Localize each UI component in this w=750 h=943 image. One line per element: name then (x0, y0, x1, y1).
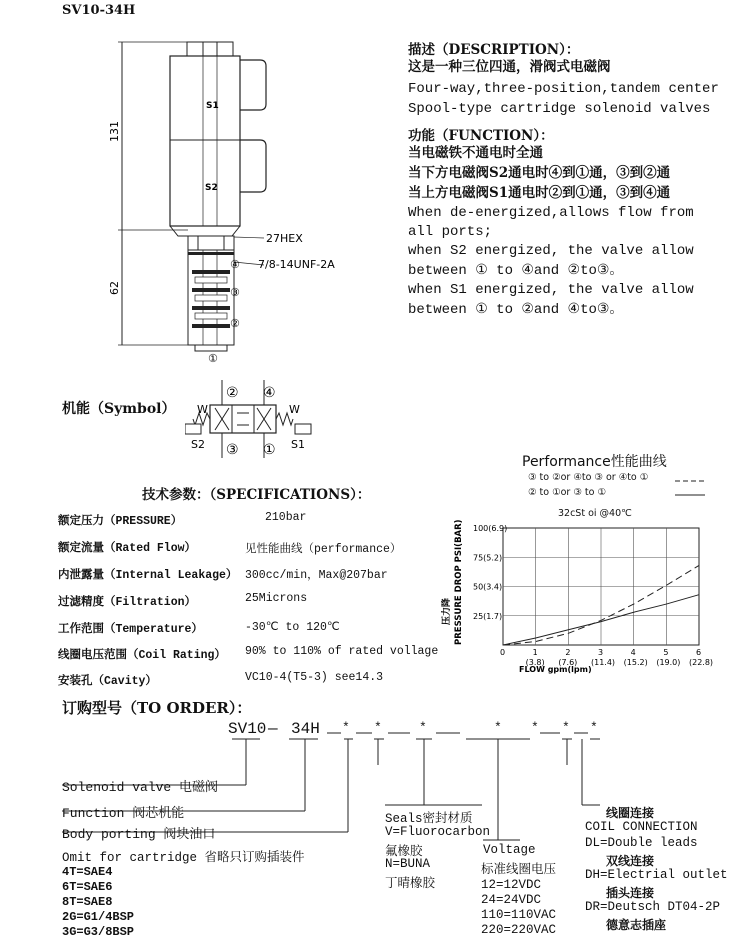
legend-solid-label: ② to ①or ③ to ① (528, 487, 606, 498)
coil-option-dl: DL=Double leads (585, 836, 698, 850)
voltage-heading: Voltage (483, 843, 536, 857)
port-option-8t: 8T=SAE8 (62, 895, 113, 909)
symbol-w-right: W (289, 403, 300, 416)
x-tick-sublabel: (11.4) (591, 658, 616, 667)
seal-option-v: V=Fluorocarbon (385, 825, 491, 839)
description-line-en-2: Spool-type cartridge solenoid valves (408, 101, 711, 117)
coil-s2-label: S2 (205, 183, 218, 193)
symbol-s2: S2 (191, 438, 205, 451)
spec-value-flow: 见性能曲线（performance） (245, 543, 402, 556)
seal-option-v-cn: 氟橡胶 (385, 845, 423, 859)
valve-drawing (100, 30, 370, 370)
function-heading: 功能（FUNCTION）： (408, 128, 554, 144)
y-tick-label: 25(1.7) (473, 611, 503, 621)
dim-62: 62 (108, 281, 121, 295)
coil-option-dr: DR=Deutsch DT04-2P (585, 900, 721, 914)
function-line-3: 当上方电磁阀S1通电时②到①通，③到④通 (408, 185, 671, 201)
x-tick-sublabel: (22.8) (689, 658, 714, 667)
symbol-port-3: ③ (226, 442, 239, 458)
chart-ylabel-en: PRESSURE DROP PSI(BAR) (454, 519, 464, 645)
voltage-option-220: 220=220VAC (481, 923, 557, 937)
voltage-cn: 标准线圈电压 (481, 863, 557, 877)
function-line-9: between ① to ②and ④to③。 (408, 302, 624, 318)
order-star-coil: * (590, 720, 598, 735)
x-tick-label: 2 (565, 648, 571, 657)
order-star-6: * (562, 720, 570, 735)
symbol-s1: S1 (291, 438, 305, 451)
function-line-6: when S2 energized, the valve allow (408, 243, 694, 259)
coil-option-dh: DH=Electrial outlet (585, 868, 728, 882)
x-tick-label: 0 (500, 648, 506, 657)
function-line-1: 当电磁铁不通电时全通 (408, 145, 543, 161)
coil-heading-en: COIL CONNECTION (585, 820, 698, 834)
symbol-w-left: W (197, 403, 208, 416)
function-line-7: between ① to ④and ②to③。 (408, 263, 624, 279)
x-tick-sublabel: (15.2) (623, 658, 648, 667)
specs-heading: 技术参数：（SPECIFICATIONS）： (142, 487, 371, 503)
order-code-34h: 34H (291, 720, 320, 738)
order-body-porting: Body porting 阀块油口 (62, 827, 216, 842)
dim-131: 131 (108, 121, 121, 142)
spec-value-pressure: 210bar (265, 511, 307, 524)
function-line-2: 当下方电磁阀S2通电时④到①通，③到②通 (408, 165, 671, 181)
coil-heading-cn: 线圈连接 (606, 807, 655, 821)
y-tick-label: 75(5.2) (473, 553, 503, 563)
order-solenoid: Solenoid valve 电磁阀 (62, 780, 219, 795)
spec-value-cavity: VC10-4(T5-3) see14.3 (245, 671, 384, 684)
order-star-5: * (531, 720, 539, 735)
order-star-3: * (419, 720, 427, 735)
spec-label-pressure: 额定压力（PRESSURE） (58, 515, 183, 528)
order-code-sv10: SV10 (228, 720, 267, 738)
voltage-option-110: 110=110VAC (481, 908, 557, 922)
order-star-2: * (374, 720, 382, 735)
order-heading: 订购型号（TO ORDER）： (62, 699, 252, 717)
description-line-en-1: Four-way,three-position,tandem center (408, 81, 719, 97)
x-tick-label: 5 (663, 648, 669, 657)
symbol-port-1: ① (263, 442, 276, 458)
order-star-voltage: * (494, 720, 502, 735)
port-option-2g: 2G=G1/4BSP (62, 910, 135, 924)
port-4-label: ④ (230, 258, 240, 271)
port-option-6t: 6T=SAE6 (62, 880, 113, 894)
y-tick-label: 50(3.4) (473, 582, 503, 592)
chart-ylabel-cn: 压力降 (442, 597, 452, 625)
performance-title: Performance性能曲线 (522, 454, 667, 470)
function-line-5: all ports; (408, 224, 493, 240)
port-1-label: ① (208, 352, 218, 365)
x-tick-label: 1 (532, 648, 538, 657)
port-option-4t: 4T=SAE4 (62, 865, 113, 879)
model-title: SV10-34H (62, 3, 136, 18)
description-line-cn: 这是一种三位四通，滑阀式电磁阀 (408, 59, 611, 75)
performance-chart (435, 460, 735, 685)
spec-label-temperature: 工作范围（Temperature） (58, 623, 203, 636)
spec-label-leakage: 内泄露量（Internal Leakage） (58, 569, 238, 582)
x-tick-sublabel: (3.8) (525, 658, 545, 667)
description-heading: 描述（DESCRIPTION）： (408, 42, 580, 58)
symbol-port-4: ④ (263, 385, 276, 401)
coil-option-dr-cn: 德意志插座 (606, 919, 667, 933)
spec-label-flow: 额定流量（Rated Flow） (58, 542, 197, 555)
coil-s1-label: S1 (206, 101, 219, 111)
spec-value-filtration: 25Microns (245, 592, 308, 605)
x-tick-label: 6 (696, 648, 702, 657)
function-line-8: when S1 energized, the valve allow (408, 282, 694, 298)
order-omit: Omit for cartridge 省略只订购插装件 (62, 851, 305, 865)
port-2-label: ② (230, 317, 240, 330)
order-star-seal: * (342, 720, 350, 735)
x-tick-label: 3 (598, 648, 604, 657)
spec-value-coil: 90% to 110% of rated vollage (245, 645, 439, 658)
symbol-label: 机能（Symbol） (62, 401, 176, 417)
order-code-dash: — (268, 720, 278, 738)
x-tick-label: 4 (630, 648, 636, 657)
y-tick-label: 100(6.9) (473, 524, 508, 533)
port-3-label: ③ (230, 286, 240, 299)
seal-option-n: N=BUNA (385, 857, 431, 871)
x-tick-sublabel: (7.6) (558, 658, 578, 667)
coil-option-dh-cn: 插头连接 (606, 887, 655, 901)
voltage-option-24: 24=24VDC (481, 893, 542, 907)
seal-option-n-cn: 丁晴橡胶 (385, 877, 436, 891)
spec-value-temperature: -30℃ to 120℃ (245, 621, 340, 634)
spec-value-leakage: 300cc/min，Max@207bar (245, 569, 388, 582)
chart-xlabel: FLOW gpm(lpm) (519, 665, 592, 674)
seals-heading: Seals密封材质 (385, 812, 473, 826)
legend-dashed-label: ③ to ②or ④to ③ or ④to ① (528, 472, 649, 483)
voltage-option-12: 12=12VDC (481, 878, 542, 892)
port-option-3g: 3G=G3/8BSP (62, 925, 135, 939)
function-line-4: When de-energized,allows flow from (408, 205, 694, 221)
spec-label-cavity: 安装孔（Cavity） (58, 675, 157, 688)
thread-label: 7/8-14UNF-2A (258, 258, 335, 271)
spec-label-filtration: 过滤精度（Filtration） (58, 596, 197, 609)
coil-option-dl-cn: 双线连接 (606, 855, 655, 869)
x-tick-sublabel: (19.0) (656, 658, 681, 667)
symbol-port-2: ② (226, 385, 239, 401)
order-function: Function 阀芯机能 (62, 806, 185, 821)
spec-label-coil: 线圈电压范围（Coil Rating） (58, 649, 226, 662)
hex-label: 27HEX (266, 232, 303, 245)
chart-condition: 32cSt oi @40℃ (558, 508, 632, 519)
symbol-diagram (185, 380, 315, 460)
